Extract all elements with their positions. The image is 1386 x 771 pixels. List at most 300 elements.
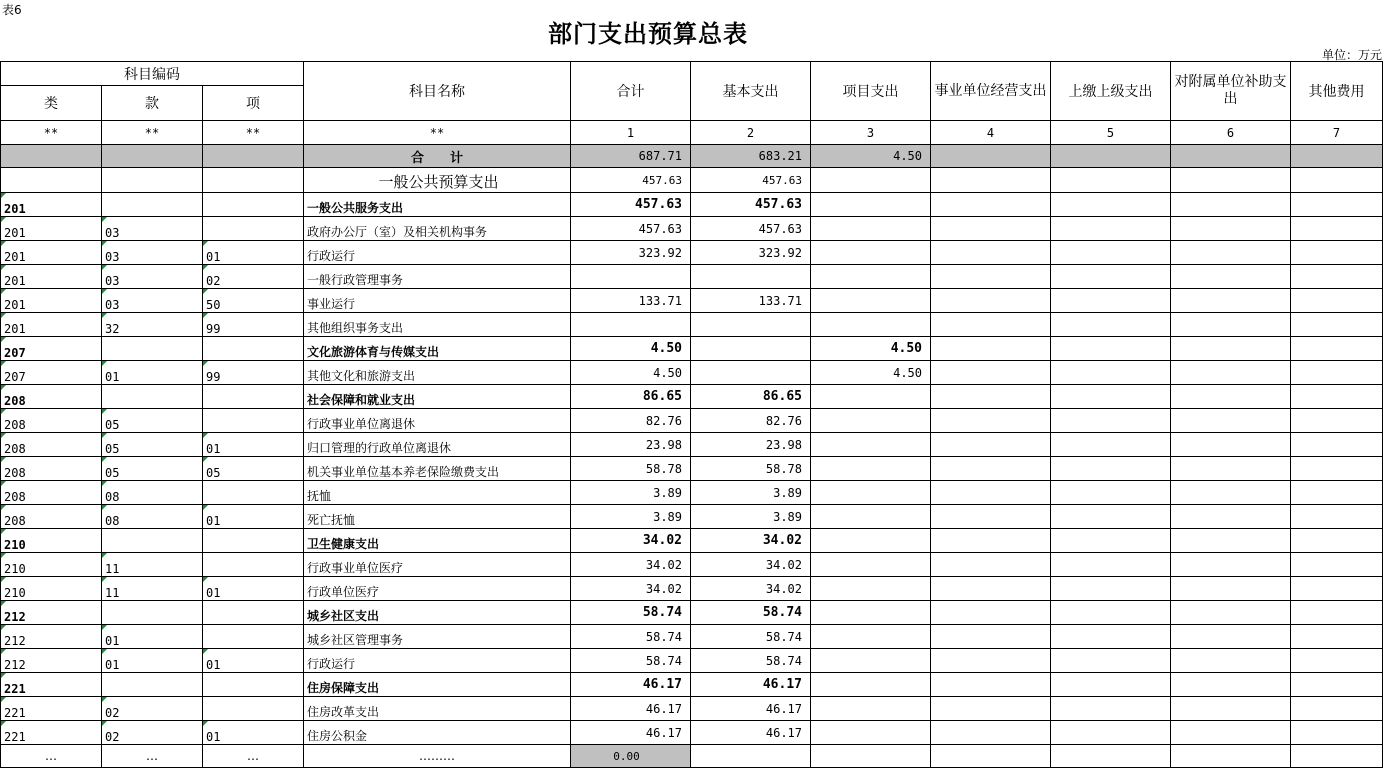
basic-cell: 58.78 — [691, 457, 811, 481]
project-cell — [811, 673, 931, 697]
project-cell — [811, 241, 931, 265]
empty-cell — [1291, 217, 1383, 241]
code-xiang-cell: 01 — [203, 505, 304, 529]
basic-cell: 46.17 — [691, 721, 811, 745]
general-budget-total: 457.63 — [571, 168, 691, 193]
code-xiang-cell: 01 — [203, 649, 304, 673]
total-cell: 34.02 — [571, 529, 691, 553]
empty-cell — [1171, 361, 1291, 385]
code-kuan-cell: 02 — [102, 697, 203, 721]
table-row — [1, 457, 1383, 481]
header-subject-name: 科目名称 — [304, 62, 571, 121]
empty-cell — [1051, 625, 1171, 649]
basic-cell — [691, 337, 811, 361]
code-kuan-cell: 11 — [102, 577, 203, 601]
project-cell — [811, 649, 931, 673]
subject-name-cell: 行政事业单位医疗 — [304, 553, 571, 577]
index-cell: 5 — [1051, 121, 1171, 145]
empty-cell — [1291, 601, 1383, 625]
total-cell: 323.92 — [571, 241, 691, 265]
header-basic: 基本支出 — [691, 62, 811, 121]
project-cell — [811, 193, 931, 217]
empty-cell — [1291, 697, 1383, 721]
basic-cell: 58.74 — [691, 601, 811, 625]
empty-cell — [1171, 313, 1291, 337]
project-cell — [811, 601, 931, 625]
table-row — [1, 553, 1383, 577]
empty-cell — [1171, 649, 1291, 673]
empty-cell — [1171, 433, 1291, 457]
empty-cell — [1051, 217, 1171, 241]
general-budget-basic: 457.63 — [691, 168, 811, 193]
total-cell: 3.89 — [571, 481, 691, 505]
table-row — [1, 337, 1383, 361]
total-cell: 34.02 — [571, 577, 691, 601]
subject-name-cell: 行政运行 — [304, 241, 571, 265]
empty-cell — [1051, 577, 1171, 601]
code-kuan-cell: 02 — [102, 721, 203, 745]
code-kuan-cell: 01 — [102, 625, 203, 649]
empty-cell — [1171, 625, 1291, 649]
total-cell: 457.63 — [571, 217, 691, 241]
total-sum: 687.71 — [571, 145, 691, 168]
subject-name-cell: 文化旅游体育与传媒支出 — [304, 337, 571, 361]
code-xiang-cell: 05 — [203, 457, 304, 481]
code-lei-cell: 221 — [1, 697, 102, 721]
code-xiang-cell — [203, 217, 304, 241]
empty-cell — [1171, 385, 1291, 409]
empty-cell — [931, 649, 1051, 673]
total-cell: 86.65 — [571, 385, 691, 409]
empty-cell — [1291, 553, 1383, 577]
subject-name-cell: 政府办公厅（室）及相关机构事务 — [304, 217, 571, 241]
header-other: 其他费用 — [1291, 62, 1383, 121]
table-row — [1, 193, 1383, 217]
table-row — [1, 625, 1383, 649]
empty-cell — [931, 337, 1051, 361]
header-code-group: 科目编码 — [1, 62, 304, 86]
total-cell: 34.02 — [571, 553, 691, 577]
total-cell: 133.71 — [571, 289, 691, 313]
table-row — [1, 241, 1383, 265]
project-cell — [811, 529, 931, 553]
subject-name-cell: 行政单位医疗 — [304, 577, 571, 601]
code-xiang-cell: 02 — [203, 265, 304, 289]
empty-cell — [931, 601, 1051, 625]
header-subsidy: 对附属单位补助支出 — [1171, 62, 1291, 121]
subject-name-cell: 归口管理的行政单位离退休 — [304, 433, 571, 457]
code-xiang-cell — [203, 697, 304, 721]
header-total: 合计 — [571, 62, 691, 121]
empty-cell — [1171, 505, 1291, 529]
code-lei-cell: 201 — [1, 265, 102, 289]
table-row — [1, 529, 1383, 553]
empty-cell — [1291, 433, 1383, 457]
header-business: 事业单位经营支出 — [931, 62, 1051, 121]
code-xiang-cell: 99 — [203, 313, 304, 337]
empty-cell — [1291, 385, 1383, 409]
total-row — [1, 145, 1383, 168]
empty-cell — [1051, 481, 1171, 505]
index-cell: ** — [304, 121, 571, 145]
empty-cell — [931, 385, 1051, 409]
code-kuan-cell: 03 — [102, 217, 203, 241]
empty-cell — [1051, 289, 1171, 313]
basic-cell: 34.02 — [691, 553, 811, 577]
total-cell: 4.50 — [571, 361, 691, 385]
subject-name-cell: 其他组织事务支出 — [304, 313, 571, 337]
table-row — [1, 697, 1383, 721]
code-kuan-cell — [102, 601, 203, 625]
empty-cell — [1171, 193, 1291, 217]
project-cell — [811, 457, 931, 481]
total-project: 4.50 — [811, 145, 931, 168]
empty-cell — [931, 697, 1051, 721]
empty-cell — [1051, 673, 1171, 697]
empty-cell — [1291, 193, 1383, 217]
project-cell: 4.50 — [811, 361, 931, 385]
table-row — [1, 721, 1383, 745]
basic-cell: 3.89 — [691, 481, 811, 505]
index-cell: 2 — [691, 121, 811, 145]
total-cell: 58.74 — [571, 601, 691, 625]
code-kuan-cell: 05 — [102, 433, 203, 457]
empty-cell — [1171, 409, 1291, 433]
empty-cell — [931, 673, 1051, 697]
subject-name-cell: 抚恤 — [304, 481, 571, 505]
general-budget-row — [1, 168, 1383, 193]
table-row — [1, 673, 1383, 697]
total-cell: 58.74 — [571, 625, 691, 649]
empty-cell — [931, 721, 1051, 745]
empty-cell — [1291, 361, 1383, 385]
empty-cell — [1171, 265, 1291, 289]
code-xiang-cell: 99 — [203, 361, 304, 385]
code-kuan-cell: 03 — [102, 289, 203, 313]
code-kuan-cell: 03 — [102, 265, 203, 289]
empty-cell — [1171, 241, 1291, 265]
basic-cell: 46.17 — [691, 673, 811, 697]
footer-lei: … — [1, 745, 102, 768]
subject-name-cell: 社会保障和就业支出 — [304, 385, 571, 409]
empty-cell — [931, 361, 1051, 385]
empty-cell — [1051, 745, 1171, 768]
code-kuan-cell: 01 — [102, 361, 203, 385]
code-xiang-cell — [203, 625, 304, 649]
empty-cell — [1291, 265, 1383, 289]
empty-cell — [1291, 649, 1383, 673]
total-cell: 58.74 — [571, 649, 691, 673]
empty-cell — [1291, 457, 1383, 481]
code-kuan-cell — [102, 529, 203, 553]
empty-cell — [1291, 745, 1383, 768]
code-xiang-cell — [203, 673, 304, 697]
project-cell — [811, 481, 931, 505]
project-cell — [811, 289, 931, 313]
total-cell: 23.98 — [571, 433, 691, 457]
empty-cell — [1051, 361, 1171, 385]
basic-cell: 46.17 — [691, 697, 811, 721]
empty-cell — [1051, 601, 1171, 625]
total-cell: 3.89 — [571, 505, 691, 529]
empty-cell — [931, 553, 1051, 577]
empty-cell — [931, 505, 1051, 529]
project-cell — [811, 553, 931, 577]
project-cell — [811, 697, 931, 721]
empty-cell — [1171, 697, 1291, 721]
code-lei-cell: 208 — [1, 385, 102, 409]
code-xiang-cell — [203, 385, 304, 409]
project-cell: 4.50 — [811, 337, 931, 361]
code-xiang-cell — [203, 481, 304, 505]
code-lei-cell: 201 — [1, 217, 102, 241]
subject-name-cell: 行政事业单位离退休 — [304, 409, 571, 433]
empty-cell — [1291, 673, 1383, 697]
empty-cell — [1051, 649, 1171, 673]
basic-cell: 3.89 — [691, 505, 811, 529]
table-row — [1, 265, 1383, 289]
total-cell: 82.76 — [571, 409, 691, 433]
code-xiang-cell — [203, 337, 304, 361]
index-row — [1, 121, 1383, 145]
code-xiang-cell: 01 — [203, 577, 304, 601]
empty-cell — [1291, 313, 1383, 337]
code-kuan-cell: 05 — [102, 409, 203, 433]
code-kuan-cell — [102, 337, 203, 361]
table-row — [1, 313, 1383, 337]
code-xiang-cell — [203, 409, 304, 433]
empty-cell — [1051, 529, 1171, 553]
empty-cell — [1171, 481, 1291, 505]
code-xiang-cell — [203, 601, 304, 625]
basic-cell: 58.74 — [691, 649, 811, 673]
index-cell: 7 — [1291, 121, 1383, 145]
code-kuan-cell — [102, 193, 203, 217]
empty-cell — [1051, 385, 1171, 409]
empty-cell — [1291, 481, 1383, 505]
empty-cell — [1171, 217, 1291, 241]
total-label: 合 计 — [304, 145, 571, 168]
project-cell — [811, 409, 931, 433]
empty-cell — [1051, 457, 1171, 481]
code-lei-cell: 208 — [1, 457, 102, 481]
code-kuan-cell — [102, 673, 203, 697]
code-kuan-cell: 05 — [102, 457, 203, 481]
empty-cell — [1051, 409, 1171, 433]
empty-cell — [1291, 409, 1383, 433]
subject-name-cell: 住房改革支出 — [304, 697, 571, 721]
header-kuan: 款 — [102, 86, 203, 121]
code-xiang-cell — [203, 529, 304, 553]
index-cell: 3 — [811, 121, 931, 145]
empty-cell — [931, 433, 1051, 457]
code-lei-cell: 208 — [1, 409, 102, 433]
code-xiang-cell — [203, 553, 304, 577]
footer-row — [1, 745, 1383, 768]
empty-cell — [931, 745, 1051, 768]
empty-cell — [931, 409, 1051, 433]
total-cell: 58.78 — [571, 457, 691, 481]
code-lei-cell: 208 — [1, 505, 102, 529]
code-xiang-cell: 01 — [203, 241, 304, 265]
table-row — [1, 361, 1383, 385]
code-lei-cell: 212 — [1, 649, 102, 673]
empty-cell — [1291, 625, 1383, 649]
index-cell: ** — [1, 121, 102, 145]
index-cell: 6 — [1171, 121, 1291, 145]
empty-cell — [1171, 553, 1291, 577]
table-row — [1, 505, 1383, 529]
total-cell: 457.63 — [571, 193, 691, 217]
code-kuan-cell — [102, 385, 203, 409]
empty-cell — [931, 625, 1051, 649]
empty-cell — [1171, 289, 1291, 313]
code-lei-cell: 201 — [1, 241, 102, 265]
empty-cell — [1171, 337, 1291, 361]
project-cell — [811, 433, 931, 457]
header-upper: 上缴上级支出 — [1051, 62, 1171, 121]
empty-cell — [931, 241, 1051, 265]
empty-cell — [931, 217, 1051, 241]
empty-cell — [931, 193, 1051, 217]
index-cell: 1 — [571, 121, 691, 145]
code-xiang-cell — [203, 193, 304, 217]
empty-cell — [1291, 289, 1383, 313]
basic-cell — [691, 361, 811, 385]
empty-cell — [931, 265, 1051, 289]
empty-cell — [1171, 721, 1291, 745]
empty-cell — [1291, 505, 1383, 529]
code-xiang-cell: 01 — [203, 433, 304, 457]
header-project: 项目支出 — [811, 62, 931, 121]
code-lei-cell: 201 — [1, 313, 102, 337]
total-cell: 4.50 — [571, 337, 691, 361]
empty-cell — [1291, 721, 1383, 745]
empty-cell — [1051, 697, 1171, 721]
empty-cell — [1051, 553, 1171, 577]
total-basic: 683.21 — [691, 145, 811, 168]
code-kuan-cell: 32 — [102, 313, 203, 337]
empty-cell — [1291, 337, 1383, 361]
empty-cell — [1051, 313, 1171, 337]
basic-cell: 457.63 — [691, 217, 811, 241]
empty-cell — [1171, 601, 1291, 625]
code-xiang-cell: 50 — [203, 289, 304, 313]
project-cell — [811, 505, 931, 529]
subject-name-cell: 城乡社区支出 — [304, 601, 571, 625]
total-cell: 46.17 — [571, 697, 691, 721]
empty-cell — [931, 577, 1051, 601]
empty-cell — [1051, 265, 1171, 289]
table-row — [1, 433, 1383, 457]
project-cell — [811, 313, 931, 337]
table-row — [1, 409, 1383, 433]
code-kuan-cell: 01 — [102, 649, 203, 673]
index-cell: 4 — [931, 121, 1051, 145]
empty-cell — [1051, 337, 1171, 361]
total-cell — [571, 313, 691, 337]
total-cell: 46.17 — [571, 673, 691, 697]
table-row — [1, 649, 1383, 673]
subject-name-cell: 卫生健康支出 — [304, 529, 571, 553]
subject-name-cell: 事业运行 — [304, 289, 571, 313]
footer-kuan: … — [102, 745, 203, 768]
code-lei-cell: 207 — [1, 337, 102, 361]
project-cell — [811, 385, 931, 409]
project-cell — [811, 217, 931, 241]
index-cell: ** — [102, 121, 203, 145]
code-lei-cell: 212 — [1, 625, 102, 649]
subject-name-cell: 死亡抚恤 — [304, 505, 571, 529]
code-kuan-cell: 08 — [102, 505, 203, 529]
code-lei-cell: 208 — [1, 481, 102, 505]
page-title: 部门支出预算总表 — [548, 19, 748, 48]
basic-cell — [691, 313, 811, 337]
empty-cell — [1171, 745, 1291, 768]
subject-name-cell: 其他文化和旅游支出 — [304, 361, 571, 385]
empty-cell — [1051, 241, 1171, 265]
subject-name-cell: 一般公共服务支出 — [304, 193, 571, 217]
empty-cell — [1291, 577, 1383, 601]
table-row — [1, 289, 1383, 313]
project-cell — [811, 721, 931, 745]
subject-name-cell: 住房保障支出 — [304, 673, 571, 697]
sheet-tag: 表6 — [2, 3, 22, 17]
basic-cell: 457.63 — [691, 193, 811, 217]
empty-cell — [811, 745, 931, 768]
total-cell: 46.17 — [571, 721, 691, 745]
code-lei-cell: 201 — [1, 193, 102, 217]
table-row — [1, 577, 1383, 601]
code-lei-cell: 201 — [1, 289, 102, 313]
empty-cell — [1051, 433, 1171, 457]
empty-cell — [1171, 577, 1291, 601]
subject-name-cell: 城乡社区管理事务 — [304, 625, 571, 649]
empty-cell — [931, 313, 1051, 337]
empty-cell — [691, 745, 811, 768]
empty-cell — [931, 481, 1051, 505]
basic-cell: 34.02 — [691, 529, 811, 553]
code-xiang-cell: 01 — [203, 721, 304, 745]
unit-label: 单位：万元 — [1321, 48, 1382, 62]
basic-cell — [691, 265, 811, 289]
header-xiang: 项 — [203, 86, 304, 121]
basic-cell: 86.65 — [691, 385, 811, 409]
project-cell — [811, 577, 931, 601]
basic-cell: 34.02 — [691, 577, 811, 601]
code-lei-cell: 208 — [1, 433, 102, 457]
code-kuan-cell: 03 — [102, 241, 203, 265]
footer-xiang: … — [203, 745, 304, 768]
code-lei-cell: 221 — [1, 721, 102, 745]
empty-cell — [1171, 529, 1291, 553]
basic-cell: 23.98 — [691, 433, 811, 457]
project-cell — [811, 265, 931, 289]
empty-cell — [1291, 241, 1383, 265]
basic-cell: 133.71 — [691, 289, 811, 313]
code-lei-cell: 212 — [1, 601, 102, 625]
total-cell — [571, 265, 691, 289]
table-row — [1, 385, 1383, 409]
basic-cell: 58.74 — [691, 625, 811, 649]
basic-cell: 82.76 — [691, 409, 811, 433]
code-lei-cell: 221 — [1, 673, 102, 697]
code-lei-cell: 207 — [1, 361, 102, 385]
code-lei-cell: 210 — [1, 529, 102, 553]
subject-name-cell: 机关事业单位基本养老保险缴费支出 — [304, 457, 571, 481]
empty-cell — [931, 457, 1051, 481]
general-budget-label: 一般公共预算支出 — [304, 168, 571, 193]
